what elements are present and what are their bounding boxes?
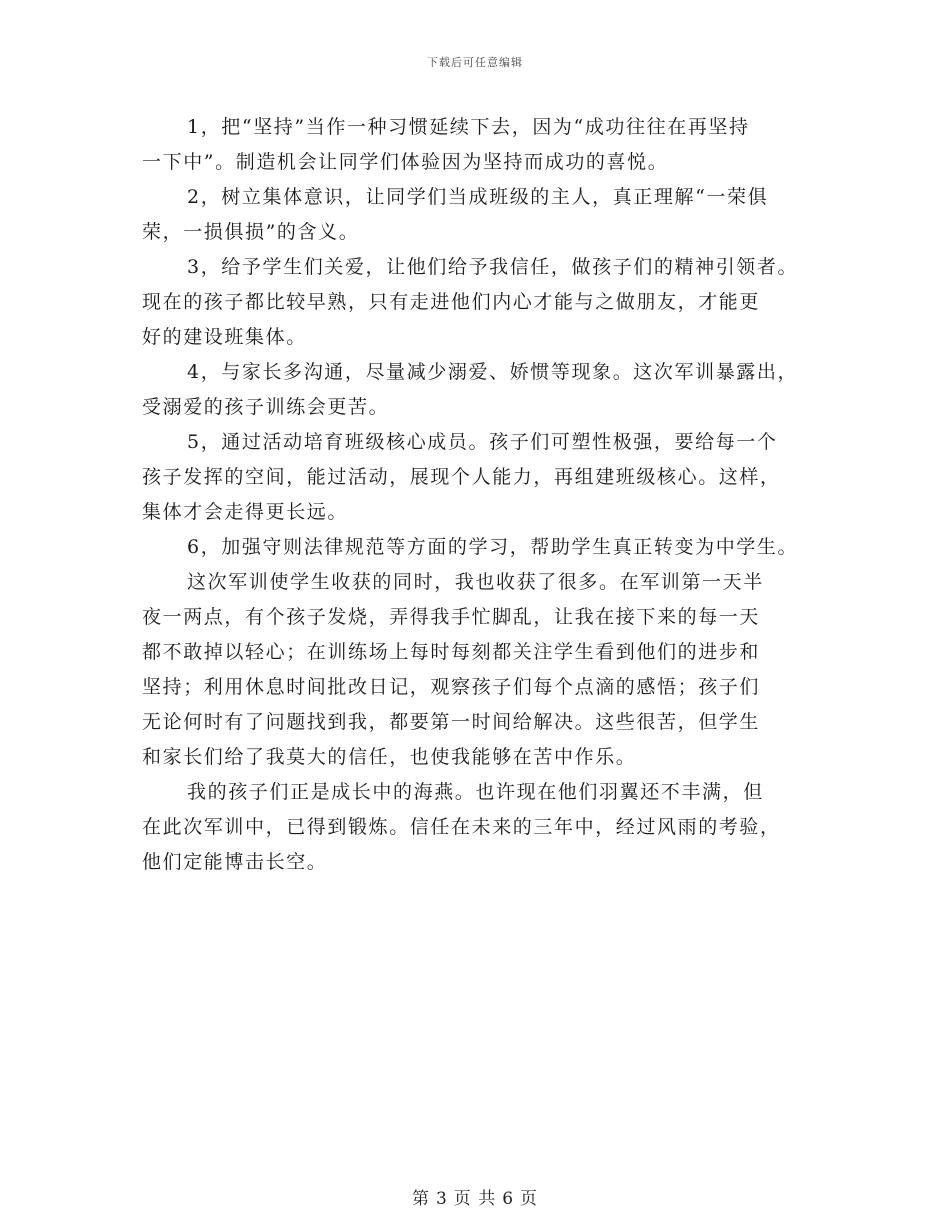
paragraph-6 — [142, 530, 822, 565]
paragraph-line: 现在的孩子都比较早熟，只有走进他们内心才能与之做朋友，才能更 — [142, 291, 761, 313]
paragraph-line: 他们定能博击长空。 — [142, 851, 328, 873]
paragraph-line: 1，把“坚持”当作一种习惯延续下去，因为“成功往往在再坚持 — [187, 116, 750, 138]
paragraph-line: 5，通过活动培育班级核心成员。孩子们可塑性极强，要给每一个 — [187, 431, 778, 453]
paragraph-4 — [142, 355, 822, 425]
footer-mid: 页 共 — [453, 1189, 497, 1209]
paragraph-line: 2，树立集体意识，让同学们当成班级的主人，真正理解“一荣俱 — [187, 186, 769, 208]
paragraph-line: 和家长们给了我莫大的信任，也使我能够在苦中作乐。 — [142, 746, 637, 768]
paragraph-line: 好的建设班集体。 — [142, 326, 307, 348]
paragraph-line: 这次军训使学生收获的同时，我也收获了很多。在军训第一天半 — [187, 571, 764, 593]
paragraph-8 — [142, 775, 822, 880]
paragraph-line: 集体才会走得更长远。 — [142, 501, 349, 523]
paragraph-5 — [142, 425, 822, 530]
current-page-number: 3 — [435, 1189, 448, 1209]
page-footer — [0, 1184, 950, 1209]
paragraph-line: 在此次军训中，已得到锻炼。信任在未来的三年中，经过风雨的考验， — [142, 816, 781, 838]
paragraph-line: 3，给予学生们关爱，让他们给予我信任，做孩子们的精神引领者。 — [187, 256, 799, 278]
total-pages-number: 6 — [502, 1189, 515, 1209]
paragraph-3 — [142, 250, 822, 355]
paragraph-2 — [142, 180, 822, 250]
paragraph-1 — [142, 110, 822, 180]
footer-prefix: 第 — [411, 1189, 430, 1209]
paragraph-7 — [142, 565, 822, 775]
paragraph-line: 受溺爱的孩子训练会更苦。 — [142, 396, 390, 418]
footer-suffix: 页 — [520, 1189, 539, 1209]
paragraph-line: 坚持；利用休息时间批改日记，观察孩子们每个点滴的感悟；孩子们 — [142, 676, 761, 698]
paragraph-line: 我的孩子们正是成长中的海燕。也许现在他们羽翼还不丰满，但 — [187, 781, 764, 803]
page-header: 下载后可任意编辑 — [427, 56, 523, 69]
paragraph-line: 都不敢掉以轻心；在训练场上每时每刻都关注学生看到他们的进步和 — [142, 641, 761, 663]
paragraph-line: 4，与家长多沟通，尽量减少溺爱、娇惯等现象。这次军训暴露出， — [187, 361, 799, 383]
paragraph-line: 荣，一损俱损”的含义。 — [142, 221, 360, 243]
document-body — [142, 110, 822, 880]
paragraph-line: 无论何时有了问题找到我，都要第一时间给解决。这些很苦，但学生 — [142, 711, 761, 733]
paragraph-line: 6，加强守则法律规范等方面的学习，帮助学生真正转变为中学生。 — [187, 536, 799, 558]
paragraph-line: 孩子发挥的空间，能过活动，展现个人能力，再组建班级核心。这样， — [142, 466, 781, 488]
paragraph-line: 夜一两点，有个孩子发烧，弄得我手忙脚乱，让我在接下来的每一天 — [142, 606, 761, 628]
paragraph-line: 一下中”。制造机会让同学们体验因为坚持而成功的喜悦。 — [142, 151, 669, 173]
